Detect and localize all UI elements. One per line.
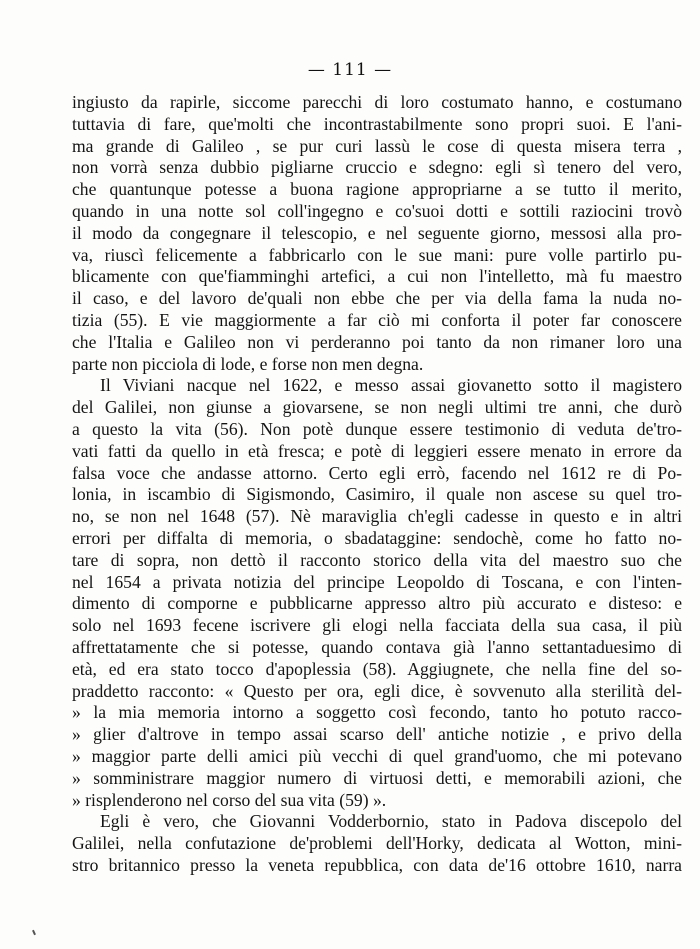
text-line: » glier d'altrove in tempo assai scarso dell' antiche notizie , e privo della	[72, 724, 682, 745]
text-line: età, ed era stato tocco d'apoplessia (58). Aggiugnete, che nella fine del so-	[72, 658, 682, 679]
text-line: che l'Italia e Galileo non vi perderanno poi tanto da non rimaner loro una	[72, 331, 682, 352]
text-line: tizia (55). E vie maggiormente a far ciò mi conforta il poter far conoscere	[72, 309, 682, 330]
page-number: — 111 —	[307, 60, 393, 80]
text-line: dimento di comporne e pubblicarne appresso altro più accurato e disteso: e	[72, 593, 682, 614]
text-line: nel 1654 a privata notizia del principe Leopoldo di Toscana, e con l'inten-	[72, 571, 682, 592]
paragraph-2	[72, 375, 682, 811]
text-line: » la mia memoria intorno a soggetto così fecondo, tanto ho potuto racco-	[72, 702, 682, 723]
text-line: errori per diffalta di memoria, o sbadataggine: sendochè, come ho fatto no-	[72, 527, 682, 548]
text-line: praddetto racconto: « Questo per ora, egli dice, è sovvenuto alla sterilità del-	[72, 680, 682, 701]
text-line: stro britannico presso la veneta repubblica, con data de'16 ottobre 1610, narra	[72, 854, 682, 875]
text-line: il modo da congegnare il telescopio, e nel seguente giorno, messosi alla pro-	[72, 222, 682, 243]
text-line: » somministrare maggior numero di virtuosi detti, e memorabili azioni, che	[72, 767, 682, 788]
text-line: solo nel 1693 fecene iscrivere gli elogi nella facciata della sua casa, il più	[72, 615, 682, 636]
text-line: a questo la vita (56). Non potè dunque essere testimonio di veduta de'tro-	[72, 418, 682, 439]
paper-speck	[32, 930, 36, 935]
text-line: » risplenderono nel corso del sua vita (59) ».	[72, 789, 387, 810]
text-line: falsa voce che andasse attorno. Certo egli errò, facendo nel 1612 re di Po-	[72, 462, 682, 483]
paragraph-3	[72, 811, 682, 876]
text-line: vati fatti da quello in età fresca; e potè di leggieri essere menato in errore da	[72, 440, 682, 461]
text-line: va, riuscì felicemente a fabbricarlo con le sue mani: pure volle partirlo pu-	[72, 244, 682, 265]
text-line: no, se non nel 1648 (57). Nè maraviglia ch'egli cadesse in questo e in altri	[72, 506, 682, 527]
text-line: blicamente con que'fiamminghi artefici, a cui non l'intelletto, mà fu maestro	[72, 266, 682, 287]
text-line: parte non picciola di lode, e forse non men degna.	[72, 353, 424, 374]
text-line: tuttavia di fare, que'molti che incontrastabilmente sono propri suoi. E l'ani-	[72, 113, 682, 134]
text-line: ma grande di Galileo , se pur curi lassù le cose di questa misera terra ,	[72, 135, 682, 156]
text-line: Galilei, nella confutazione de'problemi dell'Horky, dedicata al Wotton, mini-	[72, 833, 682, 854]
text-line: lonia, in iscambio di Sigismondo, Casimiro, il quale non ascese su quel tro-	[72, 484, 682, 505]
text-line: Egli è vero, che Giovanni Vodderbornio, stato in Padova discepolo del	[100, 811, 682, 832]
body-text	[72, 92, 682, 877]
text-line: Il Viviani nacque nel 1622, e messo assai giovanetto sotto il magistero	[100, 375, 682, 396]
text-line: ingiusto da rapirle, siccome parecchi di loro costumato hanno, e costumano	[72, 92, 682, 112]
paragraph-1	[72, 92, 682, 375]
text-line: il caso, e del lavoro de'quali non ebbe che per via della fama la nuda no-	[72, 288, 682, 309]
text-line: che quantunque potesse a buona ragione appropriarne a se tutto il merito,	[72, 179, 682, 200]
text-line: tare di sopra, non dettò il racconto storico della vita del maestro suo che	[72, 549, 682, 570]
text-line: » maggior parte delli amici più vecchi di quel grand'uomo, che mi potevano	[72, 745, 682, 766]
text-line: affrettatamente che si potesse, quando contava già l'anno settantaduesimo di	[72, 636, 682, 657]
text-line: del Galilei, non giunse a giovarsene, se non negli ultimi tre anni, che durò	[72, 397, 682, 418]
text-line: quando in una notte sol coll'ingegno e co'suoi dotti e sottili raziocini trovò	[72, 200, 682, 221]
text-line: non vorrà senza dubbio pigliarne cruccio e sdegno: egli sì tenero del vero,	[72, 157, 682, 178]
